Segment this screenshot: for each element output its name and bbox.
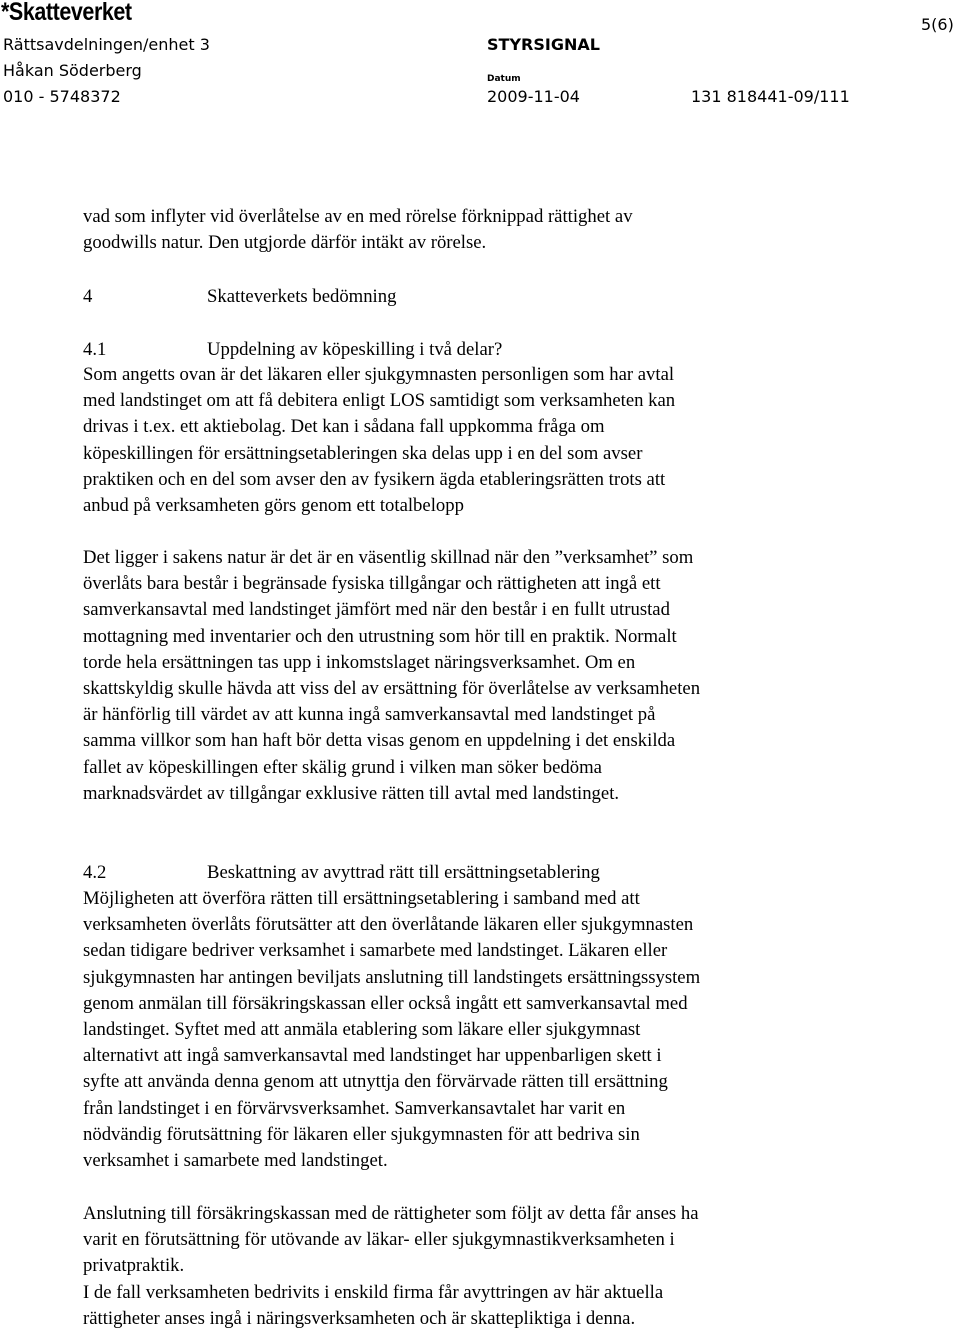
- section-4-1-heading: [83, 337, 883, 363]
- text-line: Anslutning till försäkringskassan med de rättigheter som följt av detta får anses ha: [83, 1203, 699, 1224]
- date-label: Datum: [487, 74, 521, 84]
- text-line: med landstinget om att få debitera enligt LOS samtidigt som verksamheten kan: [83, 390, 676, 412]
- section-number: 4.1: [83, 339, 107, 360]
- text-line: köpeskillingen för ersättningsetableringen ska delas upp i en del som avser: [83, 442, 643, 464]
- intro-paragraph: [83, 204, 883, 256]
- section-4-heading: [83, 284, 883, 310]
- paragraph-4: [83, 1201, 883, 1332]
- text-line: sedan tidigare bedriver verksamhet i samarbete med landstinget. Läkaren eller: [83, 940, 668, 962]
- text-line: praktiken och en del som avser den av fysikern ägda etableringsrätten trots att: [83, 468, 666, 490]
- text-line: fallet av köpeskillingen efter skälig grund i vilken man söker bedöma: [83, 756, 602, 778]
- page-number: 5(6): [921, 15, 954, 34]
- section-title: Skatteverkets bedömning: [207, 286, 397, 307]
- document-date: 2009-11-04: [487, 87, 580, 106]
- diary-number: 131 818441-09/111: [691, 87, 850, 106]
- section-title: Uppdelning av köpeskilling i två delar?: [207, 339, 503, 360]
- text-line: drivas i t.ex. ett aktiebolag. Det kan i sådana fall uppkomma fråga om: [83, 416, 605, 438]
- handler-name: Håkan Söderberg: [3, 61, 142, 80]
- handler-phone: 010 - 5748372: [3, 87, 121, 106]
- skatteverket-logo: *Skatteverket: [1, 0, 132, 26]
- text-line: mottagning med inventarier och den utrustning som hör till en praktik. Normalt: [83, 625, 677, 647]
- text-line: rättigheter anses ingå i näringsverksamheten och är skattepliktiga i denna.: [83, 1307, 636, 1329]
- text-line: från landstinget i en förvärvsverksamhet. Samverkansavtalet har varit en: [83, 1097, 626, 1119]
- section-number: 4: [83, 286, 93, 307]
- text-line: Som angetts ovan är det läkaren eller sjukgymnasten personligen som har avtal: [83, 364, 675, 385]
- text-line: torde hela ersättningen tas upp i inkomstslaget näringsverksamhet. Om en: [83, 651, 636, 673]
- text-line: goodwills natur. Den utgjorde därför intäkt av rörelse.: [83, 232, 487, 254]
- paragraph-3: [83, 886, 883, 1174]
- text-line: är hänförlig till värdet av att kunna ingå samverkansavtal med landstinget på: [83, 704, 656, 726]
- text-line: vad som inflyter vid överlåtelse av en med rörelse förknippad rättighet av: [83, 206, 633, 227]
- text-line: genom anmälan till försäkringskassan eller också ingått ett samverkansavtal med: [83, 992, 688, 1014]
- text-line: sjukgymnasten har antingen beviljats anslutning till landstingets ersättningssystem: [83, 966, 701, 988]
- section-title: Beskattning av avyttrad rätt till ersättningsetablering: [207, 862, 600, 883]
- text-line: varit en förutsättning för utövande av läkar- eller sjukgymnastikverksamheten i: [83, 1229, 675, 1251]
- text-line: privatpraktik.: [83, 1255, 185, 1277]
- paragraph-1: [83, 362, 883, 519]
- section-number: 4.2: [83, 862, 107, 883]
- text-line: överlåts bara består i begränsade fysiska tillgångar och rättigheten att ingå ett: [83, 573, 661, 595]
- text-line: I de fall verksamheten bedrivits i enskild firma får avyttringen av här aktuella: [83, 1281, 664, 1303]
- text-line: Möjligheten att överföra rätten till ersättningsetablering i samband med att: [83, 888, 640, 909]
- document-type: STYRSIGNAL: [487, 35, 600, 54]
- department-unit: Rättsavdelningen/enhet 3: [3, 35, 210, 54]
- text-line: marknadsvärdet av tillgångar exklusive rätten till avtal med landstinget.: [83, 782, 620, 804]
- paragraph-2: [83, 545, 883, 807]
- text-line: samverkansavtal med landstinget jämfört med när den består i en fullt utrustad: [83, 599, 670, 621]
- text-line: landstinget. Syftet med att anmäla etablering som läkare eller sjukgymnast: [83, 1019, 641, 1041]
- text-line: anbud på verksamheten görs genom ett totalbelopp: [83, 495, 464, 517]
- text-line: skattskyldig skulle hävda att viss del av ersättning för överlåtelse av verksamheten: [83, 678, 701, 700]
- text-line: syfte att använda denna genom att utnyttja den förvärvade rätten till ersättning: [83, 1071, 668, 1093]
- text-line: Det ligger i sakens natur är det är en väsentlig skillnad när den ”verksamhet” som: [83, 547, 694, 568]
- text-line: verksamheten överlåts förutsätter att den överlåtande läkaren eller sjukgymnasten: [83, 914, 694, 936]
- text-line: samma villkor som han haft bör detta visas genom en uppdelning i det enskilda: [83, 730, 676, 752]
- text-line: nödvändig förutsättning för läkaren eller sjukgymnasten för att bedriva sin: [83, 1123, 640, 1145]
- section-4-2-heading: [83, 860, 883, 886]
- text-line: alternativt att ingå samverkansavtal med landstinget har uppenbarligen skett i: [83, 1045, 662, 1067]
- text-line: verksamhet i samarbete med landstinget.: [83, 1150, 388, 1172]
